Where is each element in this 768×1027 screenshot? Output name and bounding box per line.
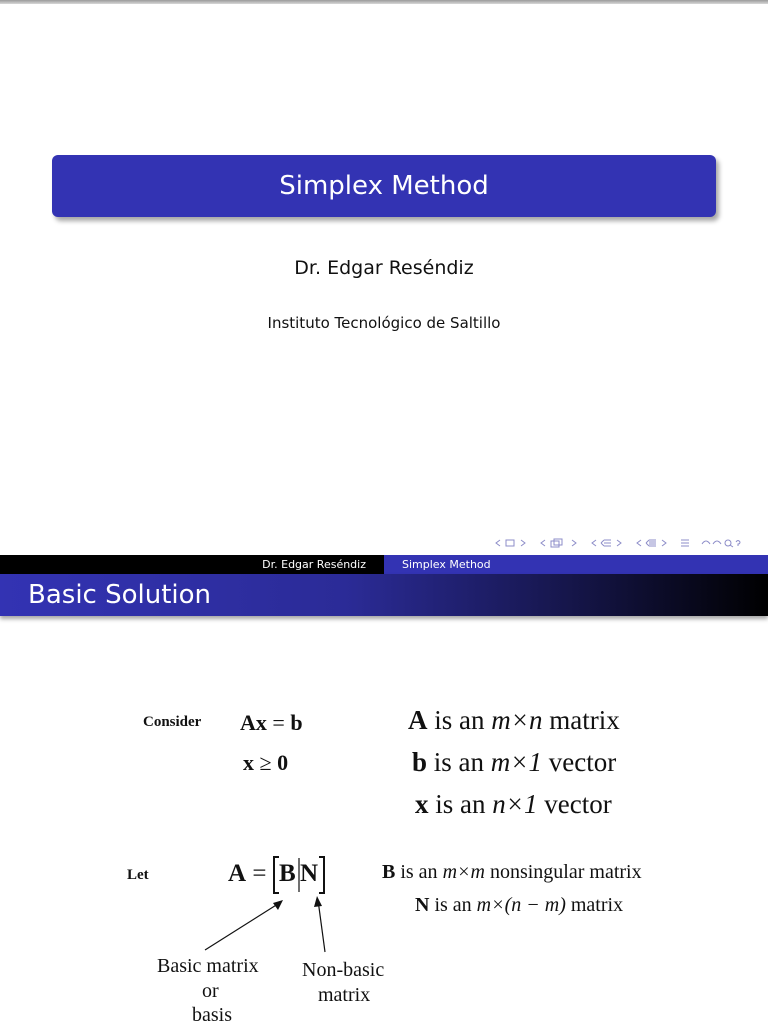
slide-headline [0,555,768,574]
basic-matrix-label: Basic matrix [157,955,259,977]
partition-equation [228,860,266,888]
nonbasic-arrow-head [314,896,322,907]
def-b-text: is an [427,747,491,777]
def-nm-tail: matrix [565,894,624,916]
def-a-symbol: A [408,705,428,735]
definition-n-matrix [415,894,623,917]
def-b-symbol: b [412,747,428,777]
align-icon[interactable] [680,538,690,548]
partition-b: B [279,860,296,887]
eq1-rhs: b [290,710,303,735]
frame-nav-icon[interactable] [494,538,528,548]
partition-eq: = [246,860,267,887]
def-bm-text: is an [395,861,443,883]
nonbasic-label-line2: matrix [318,984,371,1006]
frame-title-bar [0,574,768,616]
definition-a [408,705,620,736]
basis-arrow-line [205,902,281,950]
basis-arrow-head [273,900,283,910]
headline-title: Simplex Method [402,558,491,571]
headline-title-section [384,555,768,574]
def-nm-dims: m×(n − m) [476,894,566,916]
eq2-op: ≥ [254,750,278,775]
def-x-symbol: x [415,789,429,819]
def-a-tail: matrix [542,705,620,735]
eq1-lhs: Ax [240,710,267,735]
def-b-dims: m×1 [490,747,542,777]
or-label: or [202,980,219,1002]
eq1-op: = [266,710,291,735]
institute-name: Instituto Tecnológico de Saltillo [267,314,501,332]
presentation-title: Simplex Method [279,171,489,201]
nonbasic-label-line1: Non-basic [302,959,385,981]
beamer-navigation-bar [494,535,764,551]
def-a-dims: m×n [491,705,543,735]
definition-x [415,789,612,820]
def-nm-text: is an [429,894,477,916]
headline-author: Dr. Edgar Reséndiz [262,558,366,571]
slide-nav-icon[interactable] [635,538,669,548]
eq2-lhs: x [243,750,254,775]
definition-b [412,747,616,778]
consider-label: Consider [143,714,202,730]
author-name: Dr. Edgar Reséndiz [294,257,474,279]
top-border [0,0,768,4]
basis-label: basis [192,1004,232,1026]
partition-n: N [300,860,319,887]
equation-ax-eq-b [240,710,303,736]
def-a-text: is an [427,705,492,735]
def-x-tail: vector [537,789,612,819]
title-block [52,155,716,217]
subsection-nav-icon[interactable] [539,538,579,548]
headline-author-section [0,555,384,574]
let-label: Let [127,867,149,883]
section-nav-icon[interactable] [590,538,624,548]
nonbasic-arrow-line [318,900,325,952]
def-bm-symbol: B [382,861,396,883]
annotation-arrows [195,890,345,960]
equation-x-geq-0 [243,750,288,776]
def-x-dims: n×1 [492,789,538,819]
def-bm-tail: nonsingular matrix [484,861,642,883]
def-x-text: is an [428,789,493,819]
search-icon[interactable] [701,538,741,548]
def-bm-dims: m×m [442,861,485,883]
eq2-rhs: 0 [277,750,289,775]
def-b-tail: vector [542,747,617,777]
definition-b-matrix [382,861,642,884]
partition-lhs: A [228,860,247,887]
def-nm-symbol: N [415,894,430,916]
frame-title: Basic Solution [28,580,212,610]
